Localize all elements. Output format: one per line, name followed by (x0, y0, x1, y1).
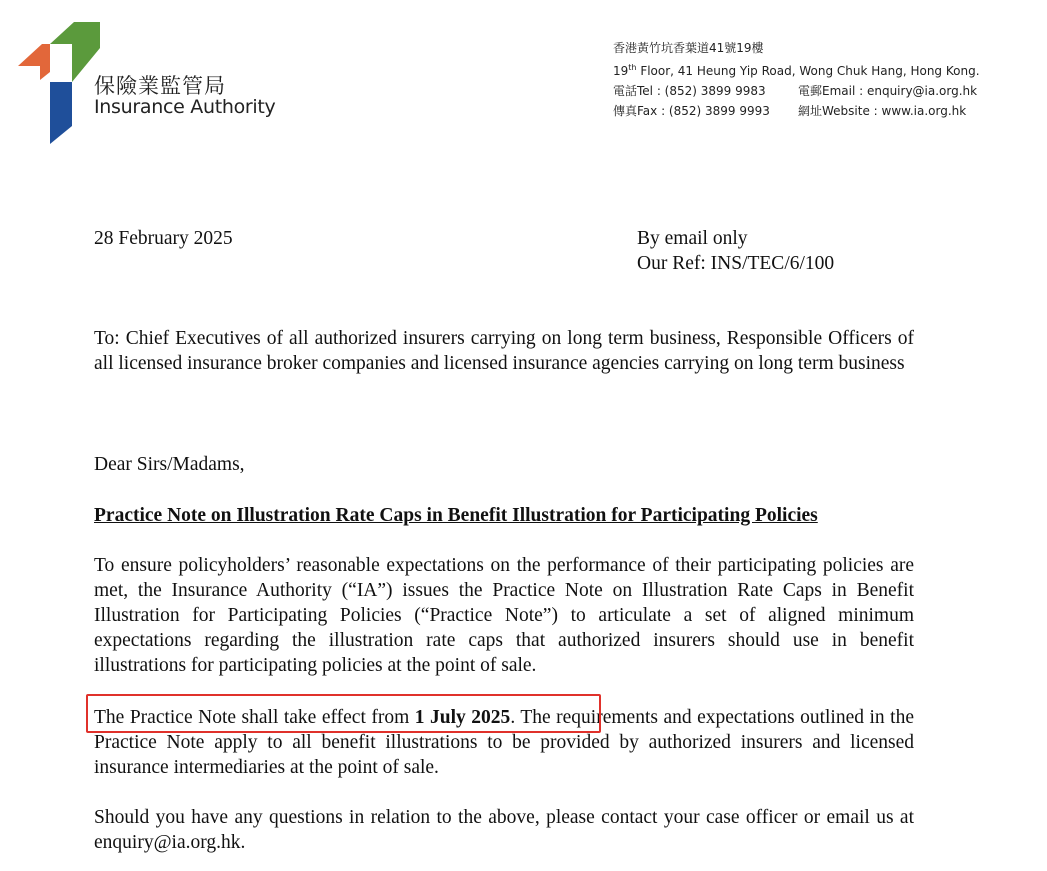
recipients: To: Chief Executives of all authorized insurers carrying on long term business, Responsible Officers of all licensed insurance broker companies and licensed insurance agencies carrying on long term business (94, 328, 914, 374)
logo-name-english: Insurance Authority (94, 96, 276, 118)
paragraph-3: Should you have any questions in relation to the above, please contact your case officer or email us at enquiry@ia.org.hk. (94, 807, 914, 853)
salutation: Dear Sirs/Madams, (94, 454, 245, 475)
letter-date: 28 February 2025 (94, 228, 233, 249)
address-street: Floor, 41 Heung Yip Road, Wong Chuk Hang, Hong Kong. (636, 64, 980, 78)
address-floor: 19 (613, 64, 629, 78)
highlight-box (86, 694, 601, 733)
subject-heading: Practice Note on Illustration Rate Caps in Benefit Illustration for Participating Policies (94, 505, 818, 526)
insurance-authority-logo (14, 22, 104, 147)
logo-green-shape (50, 22, 100, 82)
logo-blue-shape (50, 82, 72, 144)
website[interactable]: 網址Website : www.ia.org.hk (798, 104, 967, 118)
tel: 電話Tel : (852) 3899 9983 (613, 84, 766, 98)
address-chinese: 香港黃竹坑香葉道41號19樓 (613, 41, 764, 55)
effective-date: 1 July 2025 (414, 707, 511, 728)
logo-name-chinese: 保險業監管局 (94, 74, 226, 98)
reference-number: Our Ref: INS/TEC/6/100 (637, 253, 835, 274)
fax: 傳真Fax : (852) 3899 9993 (613, 104, 770, 118)
email[interactable]: 電郵Email : enquiry@ia.org.hk (798, 84, 978, 98)
letterhead-address (613, 38, 980, 121)
effective-lead: The Practice Note shall take effect from (94, 707, 415, 728)
effective-dot: . (510, 707, 516, 728)
paragraph-1: To ensure policyholders’ reasonable expectations on the performance of their participating policies are met, the Insurance Authority (“IA”) issues the Practice Note on Illustration Rate Caps in Benefit Illustration for Participating Policies (“Practice Note”) to articulate a set of aligned minimum expectations regarding the illustration rate caps that authorized insurers should use in benefit illustrations for participating policies at the point of sale. (94, 555, 914, 676)
address-english (613, 58, 980, 81)
logo-orange-shape (18, 44, 50, 80)
paragraph-2-rest: The requirements and expectations outlined in the Practice Note apply to all benefit illustrations to be provided by authorized insurers and licensed insurance intermediaries at the point of sale. (94, 707, 914, 778)
delivery-method: By email only (637, 228, 748, 249)
address-floor-suffix: th (628, 63, 637, 72)
